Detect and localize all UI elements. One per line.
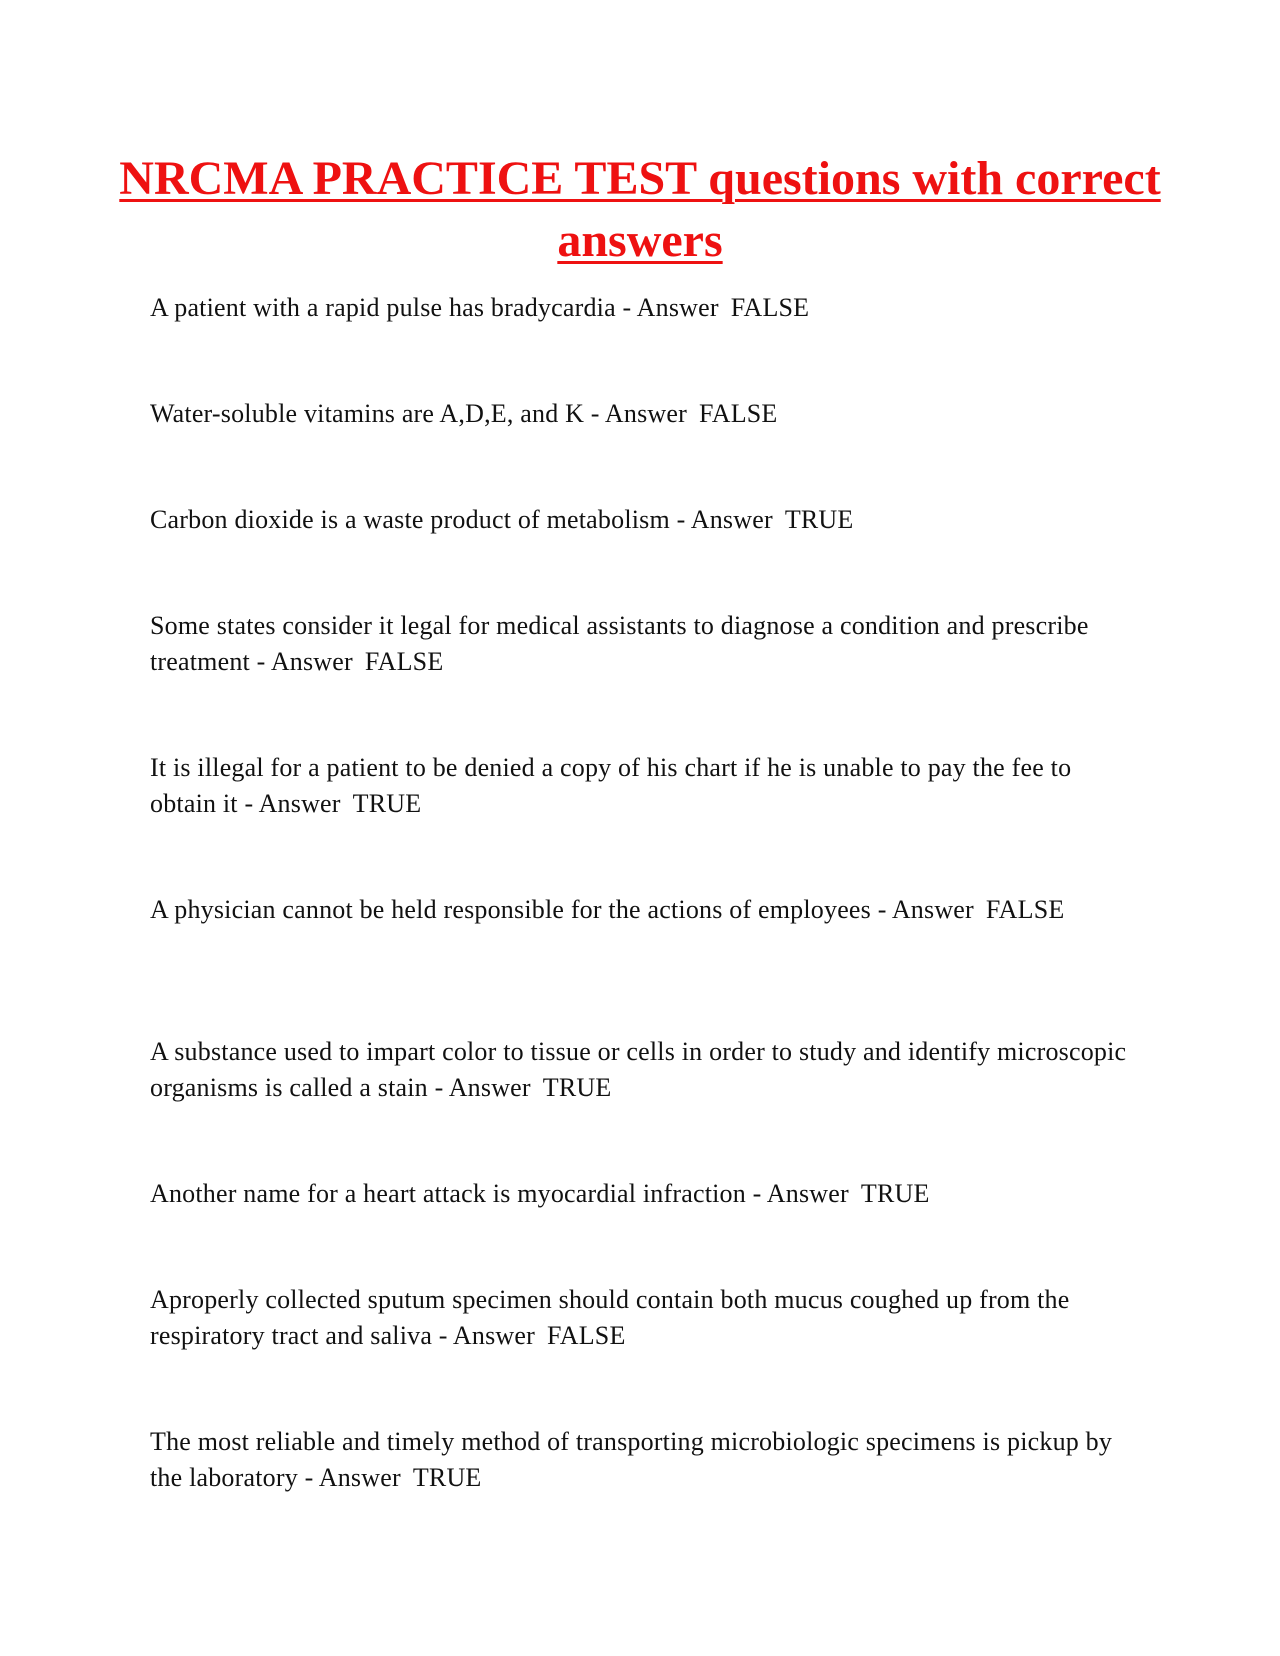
answer-label: - Answer: [298, 1463, 401, 1492]
qa-item-3: [150, 502, 1140, 538]
answer-value: FALSE: [364, 647, 444, 676]
qa-item-5: [150, 750, 1140, 822]
question-text: Carbon dioxide is a waste product of metabolism: [150, 505, 670, 534]
answer-value: TRUE: [412, 1463, 482, 1492]
answer-value: TRUE: [352, 789, 422, 818]
qa-item-6: [150, 892, 1140, 928]
qa-item-1: [150, 290, 1140, 326]
question-text: Another name for a heart attack is myocardial infraction: [150, 1179, 746, 1208]
question-text: The most reliable and timely method of transporting microbiologic specimens is pickup by the laboratory: [150, 1427, 1113, 1492]
answer-label: - Answer: [250, 647, 353, 676]
answer-label: - Answer: [432, 1321, 535, 1350]
answer-label: - Answer: [584, 399, 687, 428]
answer-label: - Answer: [746, 1179, 849, 1208]
answer-value: TRUE: [542, 1073, 612, 1102]
question-text: A physician cannot be held responsible for the actions of employees: [150, 895, 871, 924]
document-title: NRCMA PRACTICE TEST questions with correct answers: [119, 152, 1161, 267]
qa-item-8: [150, 1176, 1140, 1212]
qa-item-7: [150, 1034, 1140, 1106]
question-text: It is illegal for a patient to be denied a copy of his chart if he is unable to pay the fee to obtain it: [150, 753, 1072, 818]
question-text: A substance used to impart color to tissue or cells in order to study and identify microscopic organisms is called a stain: [150, 1037, 1127, 1102]
answer-label: - Answer: [238, 789, 341, 818]
question-text: A patient with a rapid pulse has bradycardia: [150, 293, 616, 322]
answer-value: FALSE: [985, 895, 1065, 924]
answer-label: - Answer: [670, 505, 773, 534]
question-text: Aproperly collected sputum specimen should contain both mucus coughed up from the respiratory tract and saliva: [150, 1285, 1070, 1350]
answer-value: TRUE: [784, 505, 854, 534]
answer-label: - Answer: [428, 1073, 531, 1102]
question-text: Water-soluble vitamins are A,D,E, and K: [150, 399, 585, 428]
answer-value: FALSE: [698, 399, 778, 428]
answer-label: - Answer: [616, 293, 719, 322]
answer-label: - Answer: [871, 895, 974, 924]
answer-value: TRUE: [860, 1179, 930, 1208]
qa-item-10: [150, 1424, 1140, 1496]
qa-item-9: [150, 1282, 1140, 1354]
answer-value: FALSE: [547, 1321, 626, 1350]
question-text: Some states consider it legal for medical assistants to diagnose a condition and prescribe treatment: [150, 611, 1089, 676]
qa-item-4: [150, 608, 1140, 680]
answer-value: FALSE: [730, 293, 810, 322]
qa-item-2: [150, 396, 1140, 432]
